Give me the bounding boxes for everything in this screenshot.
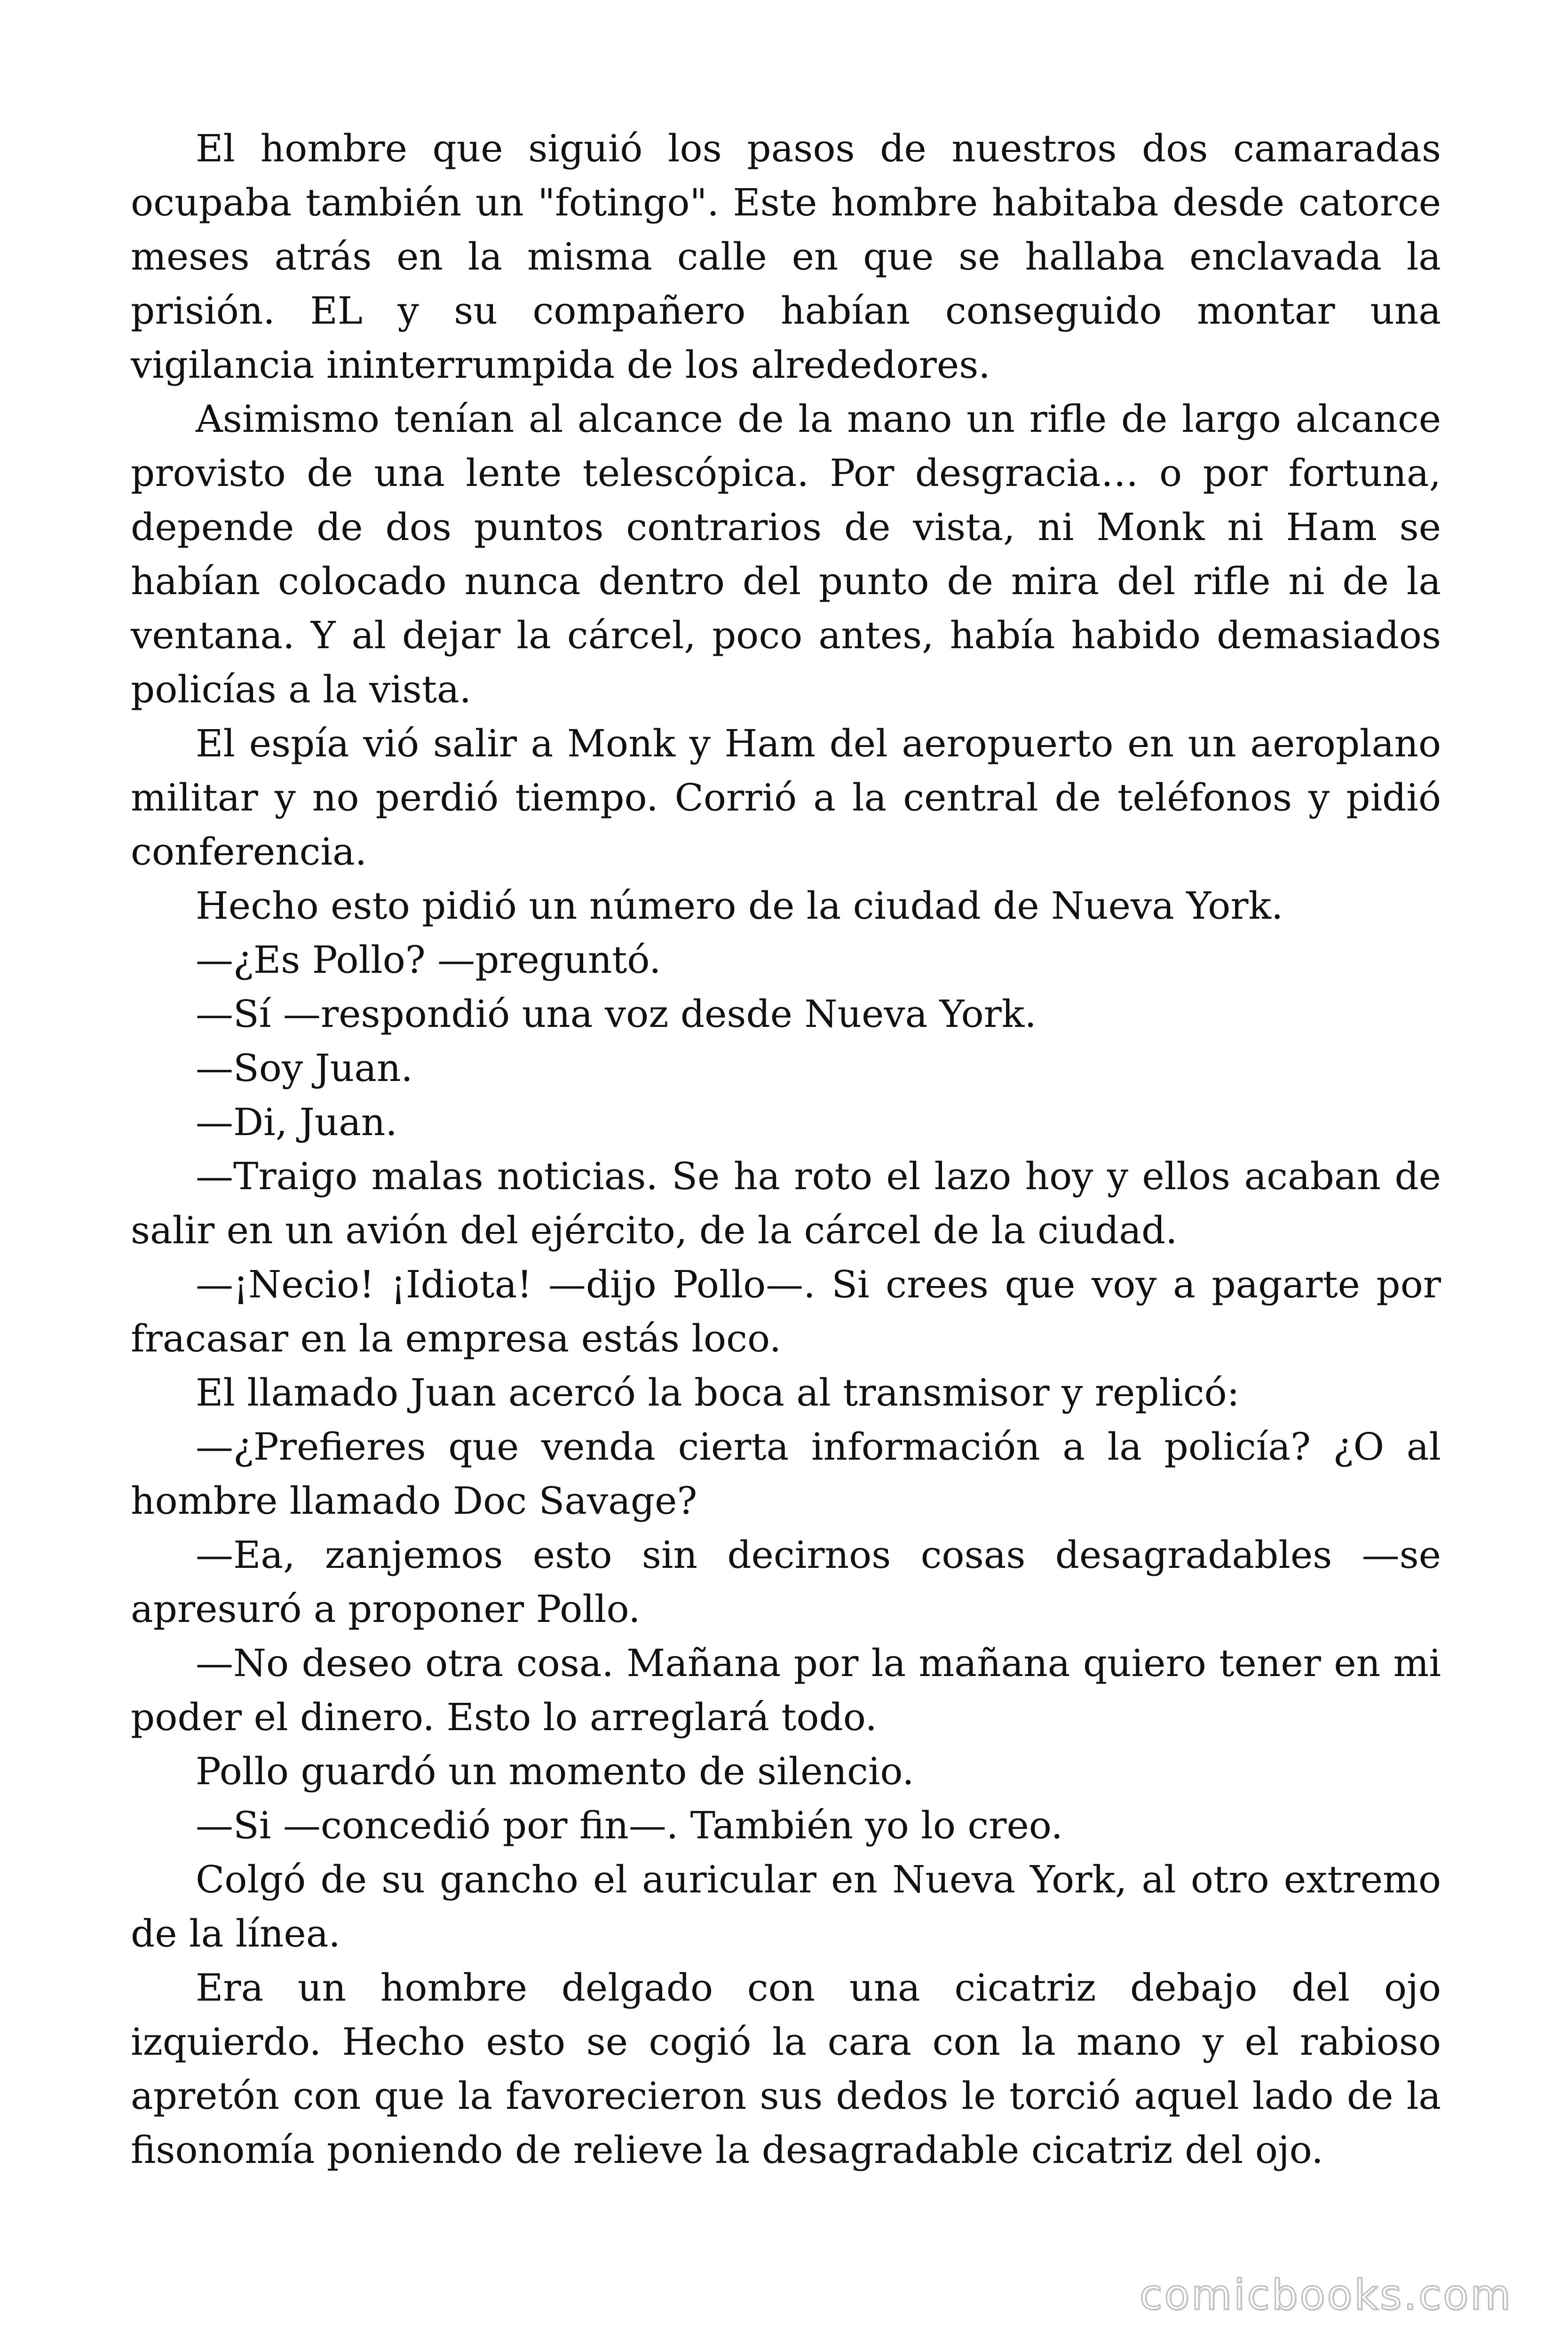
paragraph: El espía vió salir a Monk y Ham del aeropuerto en un aeroplano militar y no perdió tiempo. Corrió a la central de teléfonos y pidió conferencia. (131, 722, 1441, 874)
dialogue-line: —¿Prefieres que venda cierta información a la policía? ¿O al hombre llamado Doc Savage? (131, 1425, 1441, 1523)
paragraph: Asimismo tenían al alcance de la mano un rifle de largo alcance provisto de una lente telescópica. Por desgracia… o por fortuna, depende de dos puntos contrarios de vista, ni Monk ni Ham se habían colocado nunca dentro del punto de mira del rifle ni de la ventana. Y al dejar la cárcel, poco antes, había habido demasiados policías a la vista. (131, 397, 1441, 711)
watermark: comicbooks.com (1139, 2271, 1513, 2319)
dialogue-line: —Si —concedió por fin—. También yo lo creo. (196, 1804, 1063, 1847)
dialogue-line: —Sí —respondió una voz desde Nueva York. (196, 992, 1037, 1036)
paragraph: El llamado Juan acercó la boca al transmisor y replicó: (196, 1371, 1240, 1414)
dialogue-line: —¡Necio! ¡Idiota! —dijo Pollo—. Si crees que voy a pagarte por fracasar en la empresa estás loco. (131, 1263, 1441, 1360)
dialogue-line: —Soy Juan. (196, 1046, 413, 1090)
dialogue-line: —¿Es Pollo? —preguntó. (196, 938, 661, 982)
dialogue-line: —Traigo malas noticias. Se ha roto el lazo hoy y ellos acaban de salir en un avión del ejército, de la cárcel de la ciudad. (131, 1154, 1441, 1252)
paragraph: Colgó de su gancho el auricular en Nueva York, al otro extremo de la línea. (131, 1858, 1441, 1955)
paragraph: El hombre que siguió los pasos de nuestros dos camaradas ocupaba también un "fotingo". Este hombre habitaba desde catorce meses atrás en la misma calle en que se hallaba enclavada la prisión. EL y su compañero habían conseguido montar una vigilancia ininterrumpida de los alrededores. (131, 127, 1441, 387)
page-text (131, 121, 1441, 2177)
paragraph: Hecho esto pidió un número de la ciudad de Nueva York. (196, 884, 1283, 928)
paragraph: Pollo guardó un momento de silencio. (196, 1749, 914, 1793)
dialogue-line: —Ea, zanjemos esto sin decirnos cosas desagradables —se apresuró a proponer Pollo. (131, 1533, 1441, 1631)
dialogue-line: —No deseo otra cosa. Mañana por la mañana quiero tener en mi poder el dinero. Esto lo arreglará todo. (131, 1641, 1441, 1739)
dialogue-line: —Di, Juan. (196, 1100, 397, 1144)
paragraph: Era un hombre delgado con una cicatriz debajo del ojo izquierdo. Hecho esto se cogió la cara con la mano y el rabioso apretón con que la favorecieron sus dedos le torció aquel lado de la fisonomía poniendo de relieve la desagradable cicatriz del ojo. (131, 1966, 1441, 2172)
